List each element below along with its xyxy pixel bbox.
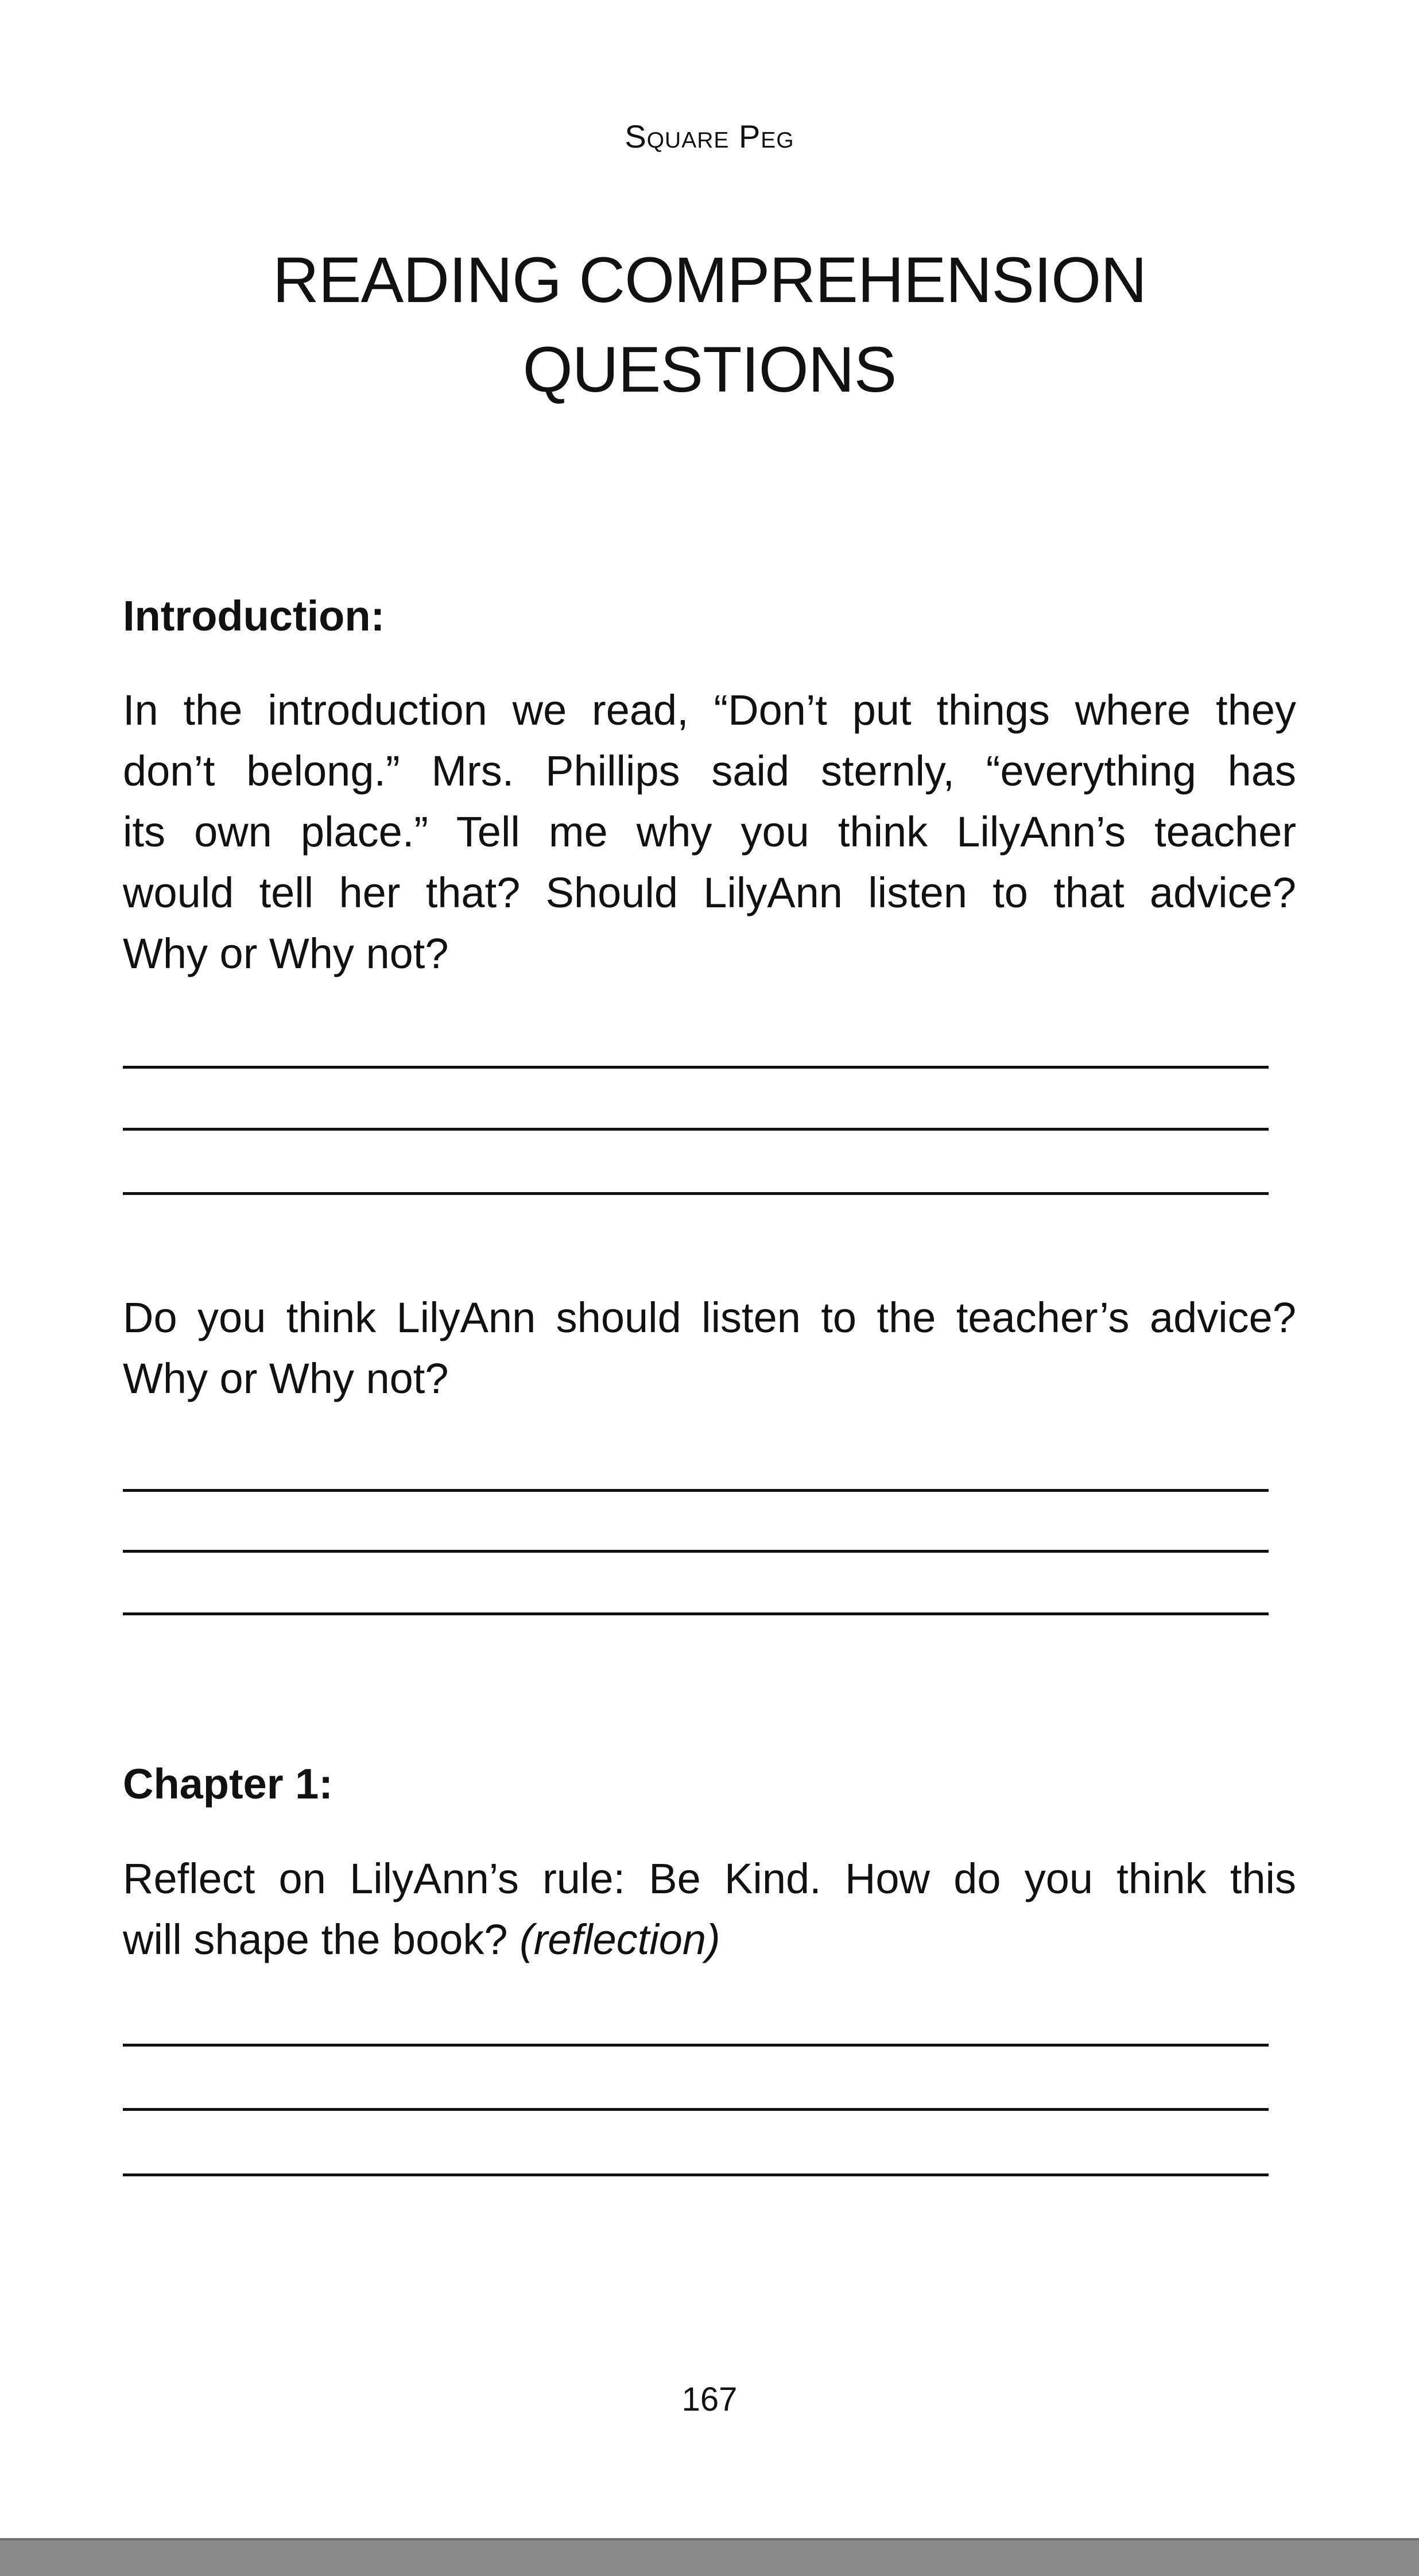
title-line-1: READING COMPREHENSION xyxy=(272,244,1147,316)
question-line xyxy=(123,1909,1296,1970)
question-line: Do you think LilyAnn should listen to the teacher’s advice? xyxy=(123,1294,1296,1341)
question-3 xyxy=(123,1848,1296,1970)
answer-line[interactable] xyxy=(123,1128,1269,1131)
title-line-2: QUESTIONS xyxy=(522,334,897,405)
answer-line[interactable] xyxy=(123,1489,1269,1492)
section-heading-chapter-1: Chapter 1: xyxy=(123,1760,333,1808)
viewer-bottom-bar xyxy=(0,2538,1419,2576)
question-line: Reflect on LilyAnn’s rule: Be Kind. How do you think this xyxy=(123,1855,1296,1902)
answer-line[interactable] xyxy=(123,1550,1269,1553)
question-text: will shape the book? xyxy=(123,1916,508,1963)
question-line: Why or Why not? xyxy=(123,930,449,977)
section-heading-introduction: Introduction: xyxy=(123,592,385,640)
question-1 xyxy=(123,680,1296,984)
question-line: Why or Why not? xyxy=(123,1355,449,1402)
answer-line[interactable] xyxy=(123,2173,1269,2176)
answer-line[interactable] xyxy=(123,1192,1269,1195)
question-line: In the introduction we read, “Don’t put things where they xyxy=(123,686,1296,734)
question-type-note: (reflection) xyxy=(519,1916,720,1963)
answer-line[interactable] xyxy=(123,1612,1269,1615)
question-line: its own place.” Tell me why you think LilyAnn’s teacher xyxy=(123,808,1296,856)
question-line: don’t belong.” Mrs. Phillips said sternly, “everything has xyxy=(123,747,1296,795)
page-number: 167 xyxy=(681,2381,738,2418)
running-header: Square Peg xyxy=(625,118,794,154)
answer-line[interactable] xyxy=(123,1066,1269,1069)
answer-line[interactable] xyxy=(123,2044,1269,2047)
answer-line[interactable] xyxy=(123,2108,1269,2111)
question-2 xyxy=(123,1287,1296,1409)
question-line: would tell her that? Should LilyAnn listen to that advice? xyxy=(123,869,1296,916)
page-title xyxy=(0,235,1419,415)
